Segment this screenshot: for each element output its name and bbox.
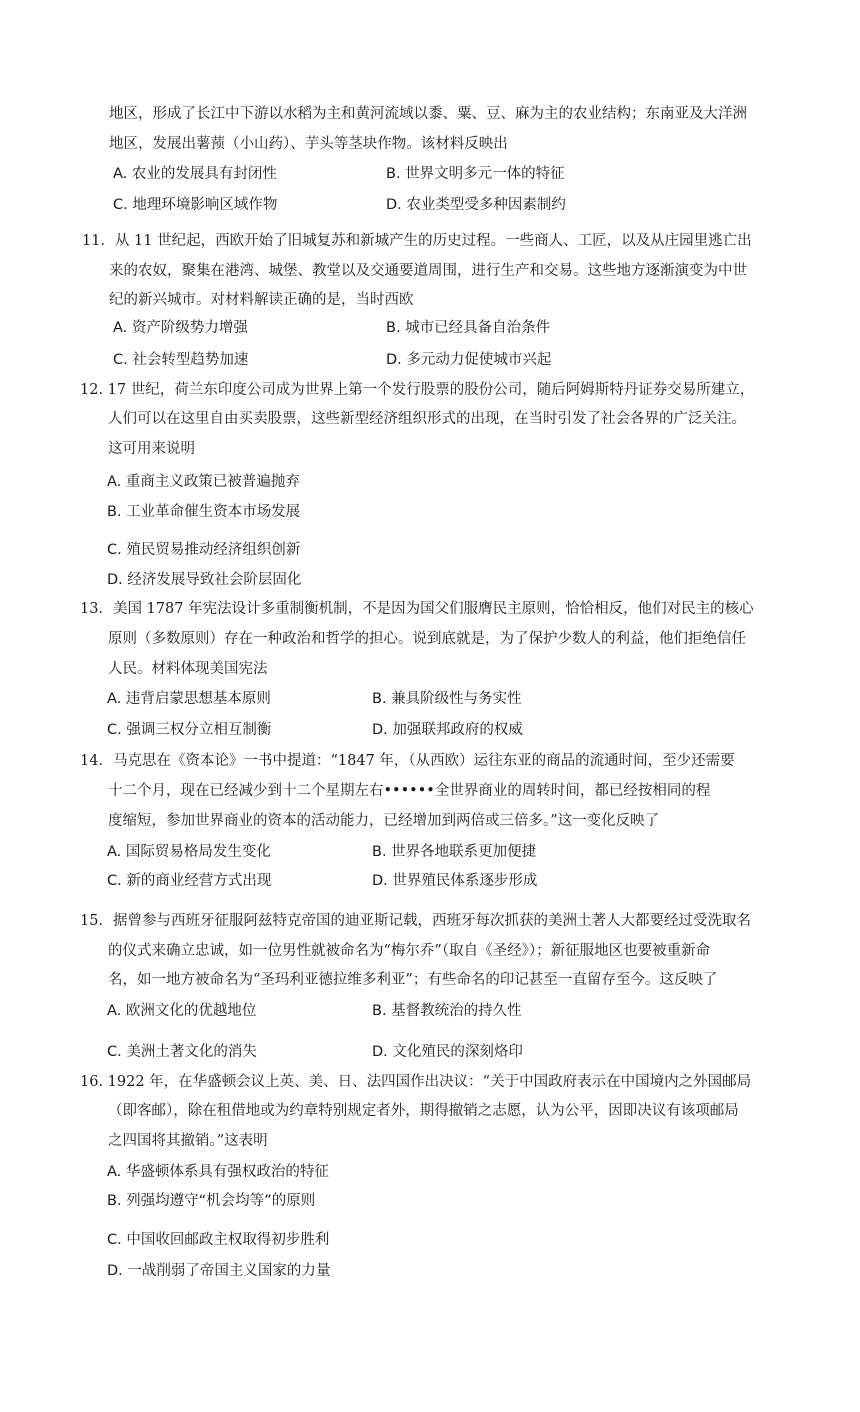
q12-option-c: C. 殖民贸易推动经济组织创新 bbox=[107, 542, 301, 558]
q10-option-c: C. 地理环境影响区域作物 bbox=[113, 197, 278, 213]
q16-option-d: D. 一战削弱了帝国主义国家的力量 bbox=[107, 1263, 331, 1279]
q15-option-a: A. 欧洲文化的优越地位 bbox=[107, 1003, 257, 1019]
q10-stem-line-1: 地区，形成了长江中下游以水稻为主和黄河流域以黍、粟、豆、麻为主的农业结构；东南亚及大洋洲 bbox=[109, 106, 747, 122]
q15-stem-line-1: 15．据曾参与西班牙征服阿兹特克帝国的迪亚斯记载，西班牙每次抓获的美洲土著人大都要经过受洗取名 bbox=[80, 913, 751, 929]
q12-stem-line-3: 这可用来说明 bbox=[108, 441, 195, 457]
q15-option-d: D. 文化殖民的深刻烙印 bbox=[372, 1044, 523, 1060]
q12-option-b: B. 工业革命催生资本市场发展 bbox=[107, 504, 301, 520]
q14-option-b: B. 世界各地联系更加便捷 bbox=[372, 844, 537, 860]
q16-option-c: C. 中国收回邮政主权取得初步胜利 bbox=[107, 1232, 330, 1248]
q11-option-d: D. 多元动力促使城市兴起 bbox=[386, 352, 552, 368]
q13-stem-line-2: 原则（多数原则）存在一种政治和哲学的担心。说到底就是，为了保护少数人的利益，他们拒绝信任 bbox=[108, 631, 746, 647]
q12-stem-line-1: 12. 17 世纪，荷兰东印度公司成为世界上第一个发行股票的股份公司，随后阿姆斯特丹证券交易所建立， bbox=[80, 382, 755, 398]
q10-option-b: B. 世界文明多元一体的特征 bbox=[386, 166, 565, 182]
q13-option-b: B. 兼具阶级性与务实性 bbox=[372, 691, 522, 707]
q12-stem-line-2: 人们可以在这里自由买卖股票，这些新型经济组织形式的出现，在当时引发了社会各界的广泛关注。 bbox=[108, 411, 746, 427]
q14-option-a: A. 国际贸易格局发生变化 bbox=[107, 844, 271, 860]
q11-option-a: A. 资产阶级势力增强 bbox=[113, 320, 248, 336]
q16-option-a: A. 华盛顿体系具有强权政治的特征 bbox=[107, 1164, 329, 1180]
q11-option-c: C. 社会转型趋势加速 bbox=[113, 352, 249, 368]
q13-option-c: C. 强调三权分立相互制衡 bbox=[107, 722, 272, 738]
q11-stem-line-1: 11．从 11 世纪起，西欧开始了旧城复苏和新城产生的历史过程。一些商人、工匠，以及从庄园里逃亡出 bbox=[82, 233, 752, 249]
q10-option-d: D. 农业类型受多种因素制约 bbox=[386, 197, 566, 213]
q16-option-b: B. 列强均遵守“机会均等”的原则 bbox=[107, 1193, 316, 1209]
q13-stem-line-1: 13．美国 1787 年宪法设计多重制衡机制，不是因为国父们服膺民主原则，恰恰相反，他们对民主的核心 bbox=[80, 601, 754, 617]
q10-option-a: A. 农业的发展具有封闭性 bbox=[113, 166, 277, 182]
q15-option-c: C. 美洲土著文化的消失 bbox=[107, 1044, 257, 1060]
q16-stem-line-3: 之四国将其撤销。”这表明 bbox=[108, 1133, 268, 1149]
q12-option-a: A. 重商主义政策已被普遍抛弃 bbox=[107, 474, 300, 490]
q12-option-d: D. 经济发展导致社会阶层固化 bbox=[107, 572, 302, 588]
q13-option-d: D. 加强联邦政府的权威 bbox=[372, 722, 523, 738]
q16-stem-line-2: （即客邮），除在租借地或为约章特别规定者外，期得撤销之志愿，认为公平，因即决议有该项邮局 bbox=[108, 1103, 739, 1119]
q13-option-a: A. 违背启蒙思想基本原则 bbox=[107, 691, 271, 707]
q16-stem-line-1: 16. 1922 年，在华盛顿会议上英、美、日、法四国作出决议：“关于中国政府表示在中国境内之外国邮局 bbox=[80, 1074, 752, 1090]
q14-option-c: C. 新的商业经营方式出现 bbox=[107, 873, 272, 889]
q11-stem-line-3: 纪的新兴城市。对材料解读正确的是，当时西欧 bbox=[109, 292, 414, 308]
q11-stem-line-2: 来的农奴，聚集在港湾、城堡、教堂以及交通要道周围，进行生产和交易。这些地方逐渐演变为中世 bbox=[109, 263, 747, 279]
q13-stem-line-3: 人民。材料体现美国宪法 bbox=[108, 661, 268, 677]
q14-stem-line-1: 14．马克思在《资本论》一书中提道：“1847 年，（从西欧）运往东亚的商品的流通时间，至少还需要 bbox=[80, 753, 735, 769]
q14-option-d: D. 世界殖民体系逐步形成 bbox=[372, 873, 538, 889]
q14-stem-line-3: 度缩短，参加世界商业的资本的活动能力，已经增加到两倍或三倍多。”这一变化反映了 bbox=[108, 813, 660, 829]
q11-option-b: B. 城市已经具备自治条件 bbox=[386, 320, 551, 336]
q14-stem-line-2: 十二个月，现在已经减少到十二个星期左右••••••全世界商业的周转时间，都已经按相同的程 bbox=[108, 783, 711, 799]
q15-stem-line-2: 的仪式来确立忠诚，如一位男性就被命名为“梅尔乔”（取自《圣经》）；新征服地区也要被重新命 bbox=[108, 943, 711, 959]
q15-stem-line-3: 名，如一地方被命名为“圣玛利亚德拉维多利亚”；有些命名的印记甚至一直留存至今。这反映了 bbox=[108, 972, 718, 988]
q15-option-b: B. 基督教统治的持久性 bbox=[372, 1003, 522, 1019]
q10-stem-line-2: 地区，发展出薯蓣（小山药）、芋头等茎块作物。该材料反映出 bbox=[109, 136, 508, 152]
